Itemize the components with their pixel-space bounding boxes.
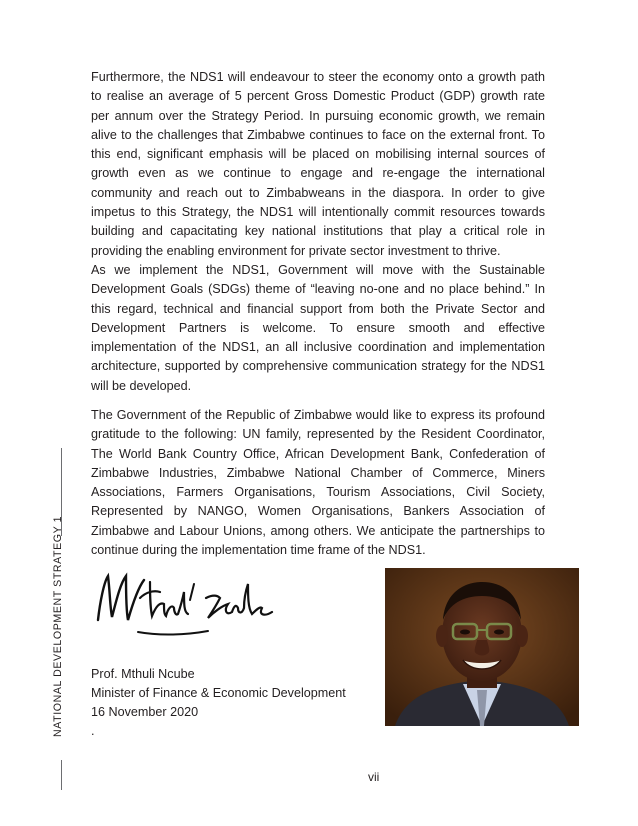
handwritten-signature	[90, 562, 280, 642]
page-number: vii	[368, 770, 380, 784]
sidebar-rule-bottom	[61, 760, 62, 790]
body-paragraph-3: The Government of the Republic of Zimbabwe would like to express its profound gratitude to the following: UN family, represented by the Resident Coordinator, The World Bank Country Office, African Development Bank, Confederation of Zimbabwe Industries, Zimbabwe National Chamber of Commerce, Miners Associations, Farmers Organisations, Tourism Associations, Civil Society, Represented by NANGO, Women Organisations, Bankers Association of Zimbabwe and Labour Unions, among others. We anticipate the partnerships to continue during the implementation time frame of the NDS1.	[91, 408, 545, 558]
body-paragraph-2: As we implement the NDS1, Government will move with the Sustainable Development Goals (SDGs) theme of “leaving no-one and no place behind.” In this regard, technical and financial support from both the Private Sector and Development Partners is welcome. To ensure smooth and effective implementation of the NDS1, an all inclusive coordination and implementation architecture, supported by comprehensive communication strategy for the NDS1 will be developed.	[91, 263, 545, 393]
trailing-mark: .	[91, 724, 95, 738]
minister-portrait-photo	[385, 568, 579, 726]
signatory-name: Prof. Mthuli Ncube	[91, 667, 195, 681]
signatory-title: Minister of Finance & Economic Development	[91, 686, 346, 700]
sidebar-running-title: NATIONAL DEVELOPMENT STRATEGY 1	[52, 515, 64, 737]
signature-block	[91, 665, 346, 741]
signatory-date: 16 November 2020	[91, 705, 199, 719]
portrait-illustration	[385, 568, 579, 726]
body-paragraph-1: Furthermore, the NDS1 will endeavour to steer the economy onto a growth path to realise an average of 5 percent Gross Domestic Product (GDP) growth rate per annum over the Strategy Period. In pursuing economic growth, we remain alive to the challenges that Zimbabwe continues to face on the external front. To this end, significant emphasis will be placed on mobilising internal sources of growth even as we continue to engage and re-engage the international community and reach out to Zimbabweans in the diaspora. In order to give impetus to this Strategy, the NDS1 will intentionally commit resources towards building and capacitating key national institutions that play a critical role in providing the enabling environment for private sector investment to thrive.	[91, 70, 545, 258]
